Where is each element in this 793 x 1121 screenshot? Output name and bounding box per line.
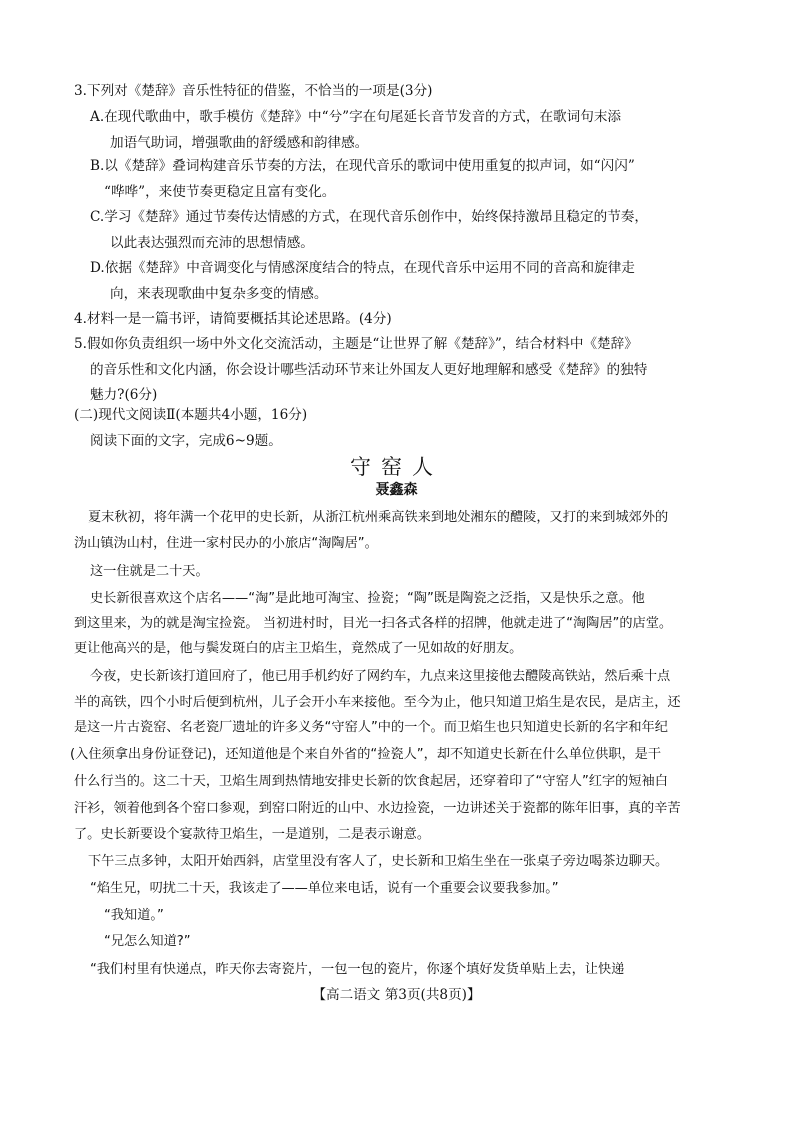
question-5-line-3: 魅力?(6分) bbox=[90, 387, 158, 403]
question-5-line-1: 5.假如你负责组织一场中外文化交流活动，主题是“让世界了解《楚辞》”，结合材料中《楚辞》 bbox=[74, 336, 638, 352]
story-line: 夏末秋初，将年满一个花甲的史长新，从浙江杭州乘高铁来到地处湘东的醴陵，又打的来到城郊外的 bbox=[88, 510, 669, 525]
story-line: 更让他高兴的是，他与鬓发斑白的店主卫焰生，竟然成了一见如故的好朋友。 bbox=[74, 641, 523, 656]
question-5-line-2: 的音乐性和文化内涵，你会设计哪些活动环节来让外国友人更好地理解和感受《楚辞》的独特 bbox=[90, 362, 648, 378]
question-3-option-c-line-1: C.学习《楚辞》通过节奏传达情感的方式，在现代音乐创作中，始终保持激昂且稳定的节奏， bbox=[90, 209, 648, 225]
story-line: 今夜，史长新该打道回府了，他已用手机约好了网约车，九点来这里接他去醴陵高铁站，然后乘十点 bbox=[90, 669, 671, 684]
story-line: “我知道。” bbox=[104, 908, 164, 923]
story-line: “兄怎么知道?” bbox=[104, 934, 191, 949]
story-line: “我们村里有快递点，昨天你去寄瓷片，一包一包的瓷片，你逐个填好发货单贴上去，让快递 bbox=[90, 962, 625, 977]
story-line: 沩山镇沩山村，住进一家村民办的小旅店“淘陶居”。 bbox=[74, 536, 378, 551]
story-line: 史长新很喜欢这个店名——“淘”是此地可淘宝、捡瓷；“陶”既是陶瓷之泛指，又是快乐之意。他 bbox=[90, 591, 645, 606]
question-3-option-a-line-2: 加语气助词，增强歌曲的舒缓感和韵律感。 bbox=[110, 135, 369, 151]
section-heading: (二)现代文阅读Ⅱ(本题共4小题，16分) bbox=[74, 407, 308, 423]
question-3-option-b-line-2: “哗哗”，来使节奏更稳定且富有变化。 bbox=[104, 184, 336, 200]
story-line: 下午三点多钟，太阳开始西斜，店堂里没有客人了，史长新和卫焰生坐在一张桌子旁边喝茶边聊天。 bbox=[88, 854, 669, 869]
question-3-option-a-line-1: A.在现代歌曲中，歌手模仿《楚辞》中“兮”字在句尾延长音节发音的方式，在歌词句末添 bbox=[90, 109, 622, 125]
story-line: 半的高铁，四个小时后便到杭州，儿子会开小车来接他。至今为止，他只知道卫焰生是农民，是店主，还 bbox=[74, 695, 681, 710]
story-line: 这一住就是二十天。 bbox=[90, 564, 209, 579]
question-3-stem: 3.下列对《楚辞》音乐性特征的借鉴，不恰当的一项是(3分) bbox=[74, 83, 433, 99]
question-4: 4.材料一是一篇书评，请简要概括其论述思路。(4分) bbox=[74, 311, 392, 327]
story-title: 守窑人 bbox=[350, 455, 443, 479]
story-line: 汗衫，领着他到各个窑口参观，到窑口附近的山中、水边捡瓷，一边讲述关于瓷都的陈年旧事，真的辛苦 bbox=[74, 801, 681, 816]
question-3-option-d-line-2: 向，来表现歌曲中复杂多变的情感。 bbox=[110, 286, 328, 302]
story-author: 聂鑫森 bbox=[375, 482, 418, 498]
section-instruction: 阅读下面的文字，完成6~9题。 bbox=[90, 433, 282, 449]
story-line: 了。史长新要设个宴款待卫焰生，一是道别，二是表示谢意。 bbox=[74, 827, 431, 842]
story-line: 是这一片古瓷窑、名老瓷厂遗址的许多义务“守窑人”中的一个。而卫焰生也只知道史长新的名字和年纪 bbox=[74, 720, 668, 735]
question-3-option-d-line-1: D.依据《楚辞》中音调变化与情感深度结合的特点，在现代音乐中运用不同的音高和旋律走 bbox=[90, 260, 635, 276]
story-line: 到这里来，为的就是淘宝捡瓷。 当初进村时，目光一扫各式各样的招牌，他就走进了“淘陶居”的店堂。 bbox=[74, 616, 673, 631]
question-3-option-b-line-1: B.以《楚辞》叠词构建音乐节奏的方法，在现代音乐的歌词中使用重复的拟声词，如“闪闪” bbox=[90, 158, 635, 174]
story-line: 什么行当的。这二十天，卫焰生周到热情地安排史长新的饮食起居，还穿着印了“守窑人”红字的短袖白 bbox=[74, 774, 668, 789]
question-3-option-c-line-2: 以此表达强烈而充沛的思想情感。 bbox=[110, 235, 314, 251]
story-line: “焰生兄，叨扰二十天，我该走了——单位来电话，说有一个重要会议要我参加。” bbox=[90, 881, 559, 896]
story-line: (入住须拿出身份证登记)，还知道他是个来自外省的“捡瓷人”，却不知道史长新在什么单位供职，是干 bbox=[70, 747, 662, 762]
page-footer: 【高二语文 第3页(共8页)】 bbox=[312, 987, 481, 1003]
